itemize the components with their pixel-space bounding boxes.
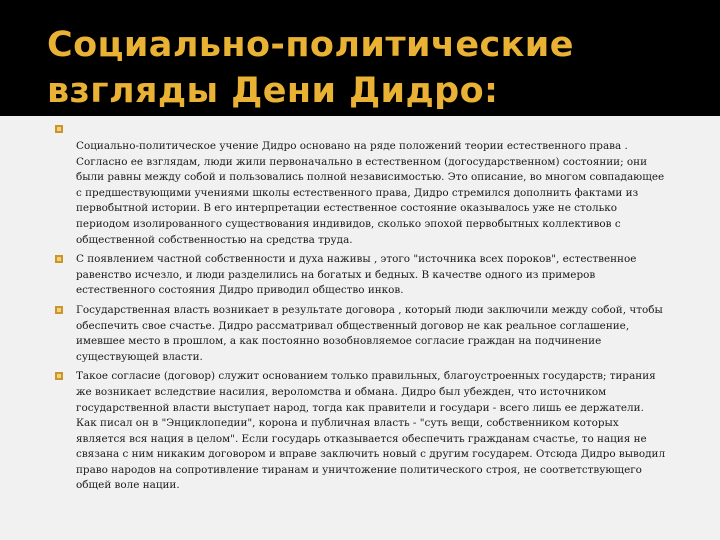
list-item-text: Социально-политическое учение Дидро основано на ряде положений теории естественного права . Согласно ее взглядам, люди жили первоначально в естественном (догосударственном) состоянии; они были равны между собой и пользовались полной независимостью. Это описание, во многом совпадающее с предшествующими учениями школы естественного права, Дидро стремился дополнить фактами из первобытной истории. В его интерпретации естественное состояние оказывалось уже не столько периодом изолированного существования индивидов, сколько эпохой первобытных коллективов с общественной собственностью на средства труда. — [76, 140, 665, 246]
slide-title: Социально-политические взгляды Дени Дидро: — [47, 25, 574, 111]
square-bullet-icon — [55, 306, 63, 314]
bullet-list — [54, 122, 666, 498]
square-bullet-icon — [55, 255, 63, 263]
list-item-text: Такое согласие (договор) служит основанием только правильных, благоустроенных государств; тирания же возникает вследствие насилия, вероломства и обмана. Дидро был убежден, что источником государственной власти выступает народ, тогда как правители и государи - всего лишь ее держатели. Как писал он в "Энциклопедии", корона и публичная власть - "суть вещи, собственником которых является вся нация в целом". Если государь отказывается обеспечить гражданам счастье, то нация не связана с ним никаким договором и вправе заключить новый с другим государем. Отсюда Дидро выводил право народов на сопротивление тиранам и уничтожение политического строя, не соответствующего общей воле нации. — [76, 370, 666, 492]
list-item — [54, 122, 666, 248]
title-bar — [0, 0, 720, 116]
square-bullet-icon — [55, 125, 63, 133]
list-item — [54, 369, 666, 494]
list-item — [54, 303, 666, 365]
square-bullet-icon — [55, 372, 63, 380]
list-item — [54, 252, 666, 299]
list-item-text: Государственная власть возникает в результате договора , который люди заключили между собой, чтобы обеспечить свое счастье. Дидро рассматривал общественный договор не как реальное соглашение, имевшее место в прошлом, а как постоянно возобновляемое согласие граждан на подчинение существующей власти. — [76, 303, 663, 363]
list-item-text: С появлением частной собственности и духа наживы , этого "источника всех пороков", естественное равенство исчезло, и люди разделились на богатых и бедных. В качестве одного из примеров естественного состояния Дидро приводил общество инков. — [76, 253, 637, 297]
